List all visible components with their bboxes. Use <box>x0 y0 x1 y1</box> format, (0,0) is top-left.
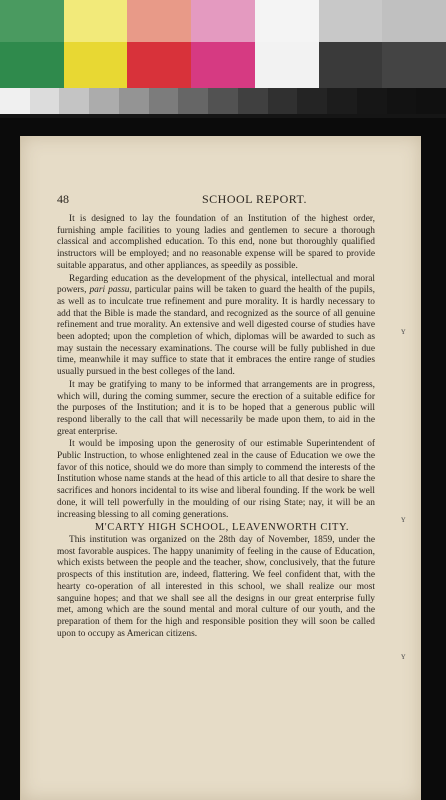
color-swatch <box>64 42 128 88</box>
gray-step <box>30 88 60 114</box>
gray-step <box>238 88 268 114</box>
color-swatch <box>64 0 128 42</box>
gray-step <box>327 88 357 114</box>
body-text <box>57 214 375 641</box>
gray-step <box>0 88 30 114</box>
paragraph: It is designed to lay the foundation of an Institution of the highest order, furnishing ample facilities to young ladies and gentlemen to secure a thorough classical and accomplished education. To this end, none but thoroughly qualified instructors will be employed; and no reasonable expense will be spared to provide suitable apparatus, and other appliances, as speedily as possible. <box>57 214 375 271</box>
gray-step <box>149 88 179 114</box>
color-swatch <box>255 42 319 88</box>
gray-step <box>208 88 238 114</box>
margin-mark: ʏ <box>401 651 406 661</box>
gray-step <box>387 88 417 114</box>
section-heading: M'CARTY HIGH SCHOOL, LEAVENWORTH CITY. <box>94 522 350 534</box>
paragraph: This institution was organized on the 28th day of November, 1859, under the most favorable auspices. The happy unanimity of feeling in the cause of Education, which exists between the people and the teacher, show, conclusively, that the future prospects of this institution are, indeed, flattering. We feel confident that, with the hearty co-operation of all interested in this school, we shall realize our most sanguine hopes; and that we shall see all the designs in our great enterprise fully met, among which are the sound mental and moral culture of our youth, and the preparation of them for the high and responsible position they will soon be called upon to occupy as American citizens. <box>57 534 375 639</box>
gray-step <box>416 88 446 114</box>
color-swatch <box>191 42 255 88</box>
margin-mark: ʏ <box>401 326 406 336</box>
gray-step <box>297 88 327 114</box>
color-swatch <box>382 42 446 88</box>
color-swatch <box>319 0 383 42</box>
color-swatch <box>319 42 383 88</box>
color-swatch <box>127 0 191 42</box>
color-swatch <box>191 0 255 42</box>
color-swatch <box>255 0 319 42</box>
gray-step <box>268 88 298 114</box>
gray-step <box>89 88 119 114</box>
color-swatch <box>0 42 64 88</box>
paragraph: It may be gratifying to many to be informed that arrangements are in progress, which will, during the coming summer, secure the erection of a suitable edifice for the purposes of the Institution; and it is to be hoped that a generous public will respond liberally to the call that will necessarily be made upon them, to aid in the great enterprise. <box>57 379 375 437</box>
gray-step <box>59 88 89 114</box>
color-swatch <box>127 42 191 88</box>
gray-scale-strip <box>0 88 446 114</box>
color-swatch <box>382 0 446 42</box>
color-swatch-row-top <box>0 0 446 42</box>
margin-mark: ʏ <box>401 514 406 524</box>
page-header <box>57 192 377 208</box>
color-swatch-row-main <box>0 42 446 88</box>
paragraph: Regarding education as the development of the physical, intellectual and moral powers, pari passu, particular pains will be taken to guard the health of the pupils, as well as to inculcate true refinement and pure morality. It is hardly necessary to add that the Bible is made the standard, and recognized as the source of all genuine refinement and true morality. An extensive and well digested course of studies have been adopted; upon the completion of which, diplomas will be awarded to such as may sustain the necessary examinations. The course will be fully published in due time, meanwhile it may suffice to state that it embraces the entire range of studies usually pursued in the best colleges of the land. <box>57 273 376 378</box>
gray-step <box>357 88 387 114</box>
page-number: 48 <box>57 192 69 206</box>
gray-step <box>178 88 208 114</box>
running-head: SCHOOL REPORT. <box>202 192 307 206</box>
color-swatch <box>0 0 64 42</box>
document-page <box>20 136 421 800</box>
gray-step <box>119 88 149 114</box>
paragraph: It would be imposing upon the generosity of our estimable Superintendent of Public Instruction, to whose enlightened zeal in the cause of Education we owe the favor of this notice, should we do more than simply to commend the interests of the Institution whose name stands at the head of this article to all that desire to share the sacrifices and honors incidental to its wise and liberal founding. If the work be well done, it will tell powerfully in the moulding of our rising State; nay, it will be an increasing blessing to all coming generations. <box>57 439 375 520</box>
color-calibration-target <box>0 0 446 118</box>
